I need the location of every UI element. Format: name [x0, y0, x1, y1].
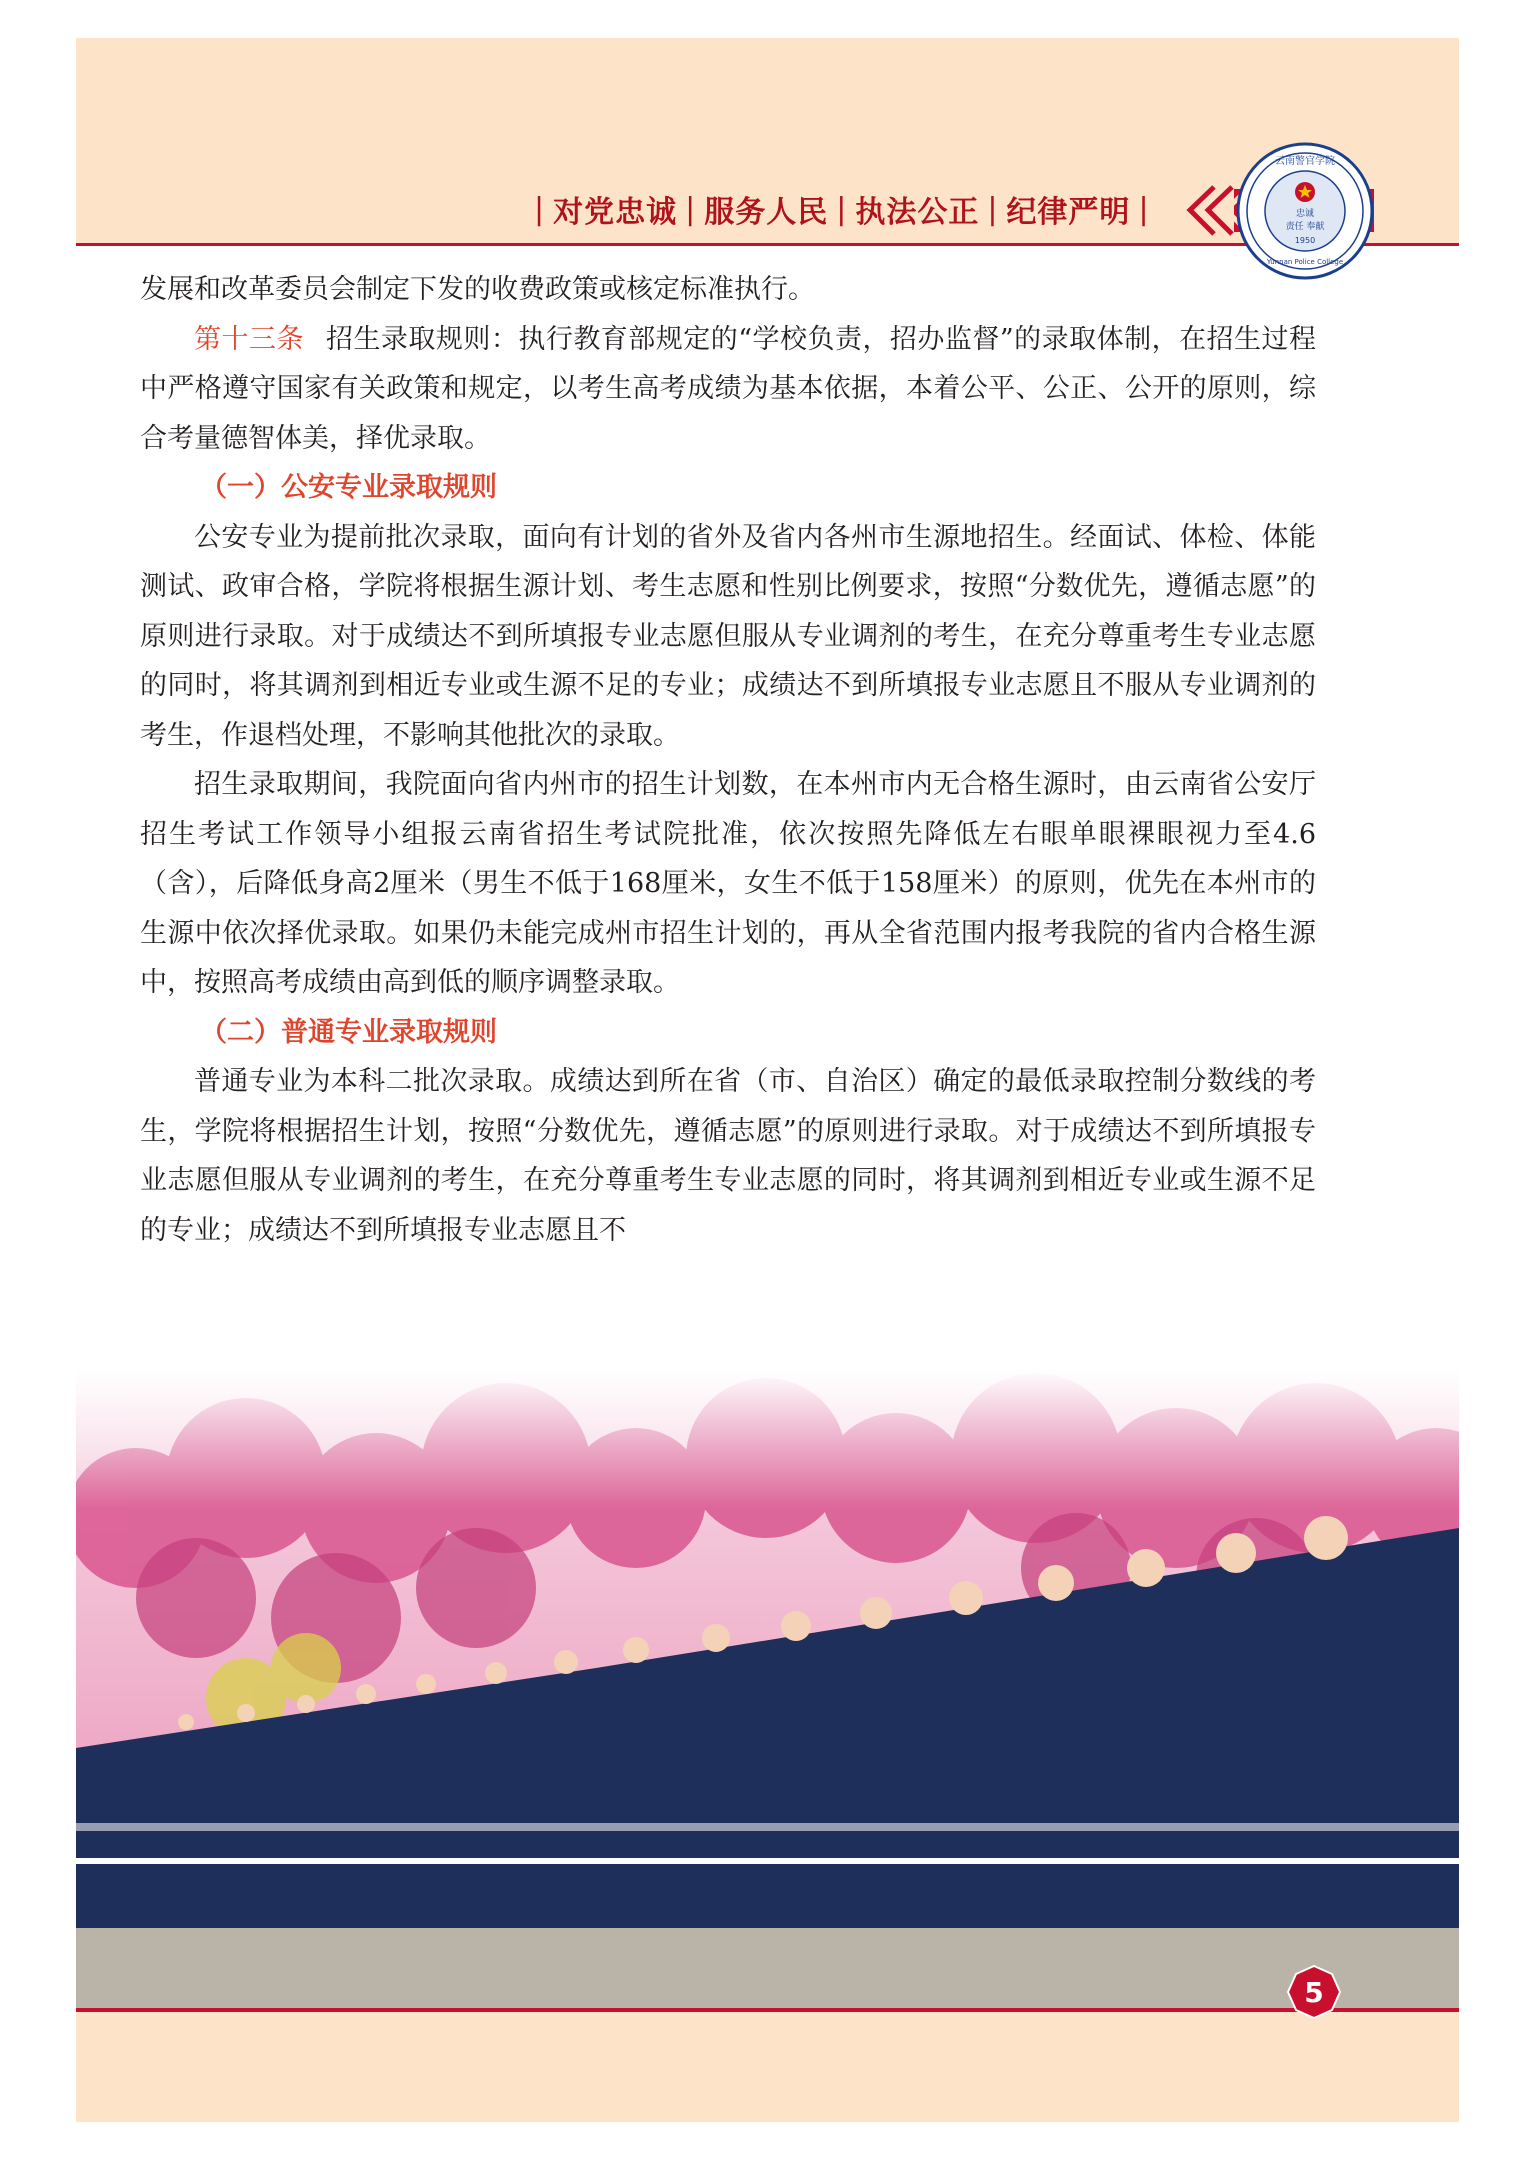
section-2-heading: （二）普通专业录取规则 — [200, 1016, 497, 1048]
section-2-paragraph-1: 普通专业为本科二批次录取。成绩达到所在省（市、自治区）确定的最低录取控制分数线的考生，学院将根据招生计划，按照“分数优先，遵循志愿”的原则进行录取。对于成绩达不到所填报专业志愿但服从专业调剂的考生，在充分尊重考生专业志愿的同时，将其调剂到相近专业或生源不足的专业；成绩达不到所填报专业志愿且不 — [140, 1066, 1316, 1246]
motto-item-3: 执法公正 — [855, 195, 980, 230]
page — [76, 38, 1459, 2122]
motto-item-1: 对党忠诚 — [553, 195, 678, 230]
emblem-name-text: 云南警官学院 — [1275, 156, 1335, 167]
motto-item-4: 纪律严明 — [1006, 195, 1131, 230]
article-number: 第十三条 — [194, 323, 304, 355]
section-1-paragraph-2: 招生录取期间，我院面向省内州市的招生计划数，在本州市内无合格生源时，由云南省公安厅招生考试工作领导小组报云南省招生考试院批准，依次按照先降低左右眼单眼裸眼视力至4.6（含），后降低身高2厘米（男生不低于168厘米，女生不低于158厘米）的原则，优先在本州市的生源中依次择优录取。如果仍未能完成州市招生计划的，再从全省范围内报考我院的省内合格生源中，按照高考成绩由高到低的顺序调整录取。 — [140, 769, 1316, 998]
article-13 — [140, 315, 1316, 464]
college-emblem-icon — [1236, 142, 1374, 280]
section-1-paragraph-1: 公安专业为提前批次录取，面向有计划的省外及省内各州市生源地招生。经面试、体检、体能测试、政审合格，学院将根据生源计划、考生志愿和性别比例要求，按照“分数优先，遵循志愿”的原则进行录取。对于成绩达不到所填报专业志愿但服从专业调剂的考生，在充分尊重考生专业志愿的同时，将其调剂到相近专业或生源不足的专业；成绩达不到所填报专业志愿且不服从专业调剂的考生，作退档处理，不影响其他批次的录取。 — [140, 521, 1316, 751]
intro-line: 发展和改革委员会制定下发的收费政策或核定标准执行。 — [140, 274, 815, 305]
footer-band — [76, 2012, 1459, 2122]
section-1-heading: （一）公安专业录取规则 — [200, 472, 497, 503]
emblem-inner-text-1: 忠诚 — [1295, 209, 1315, 219]
main-text — [140, 265, 1316, 1255]
emblem-year: 1950 — [1294, 236, 1316, 245]
motto-item-2: 服务人民 — [704, 195, 829, 230]
honor-guard-photo — [76, 1368, 1459, 2008]
page-number-badge — [1286, 1964, 1342, 2020]
emblem-inner-text-2: 责任 奉献 — [1285, 222, 1325, 232]
article-text: 招生录取规则：执行教育部规定的“学校负责，招办监督”的录取体制，在招生过程中严格遵守国家有关政策和规定，以考生高考成绩为基本依据，本着公平、公正、公开的原则，综合考量德智体美，择优录取。 — [140, 323, 1317, 454]
motto-bar: | 对党忠诚 | 服务人民 | 执法公正 | 纪律严明 | — [526, 184, 1158, 234]
page-number: 5 — [1304, 1976, 1324, 2009]
emblem-english: Yunnan Police College — [1266, 258, 1344, 266]
